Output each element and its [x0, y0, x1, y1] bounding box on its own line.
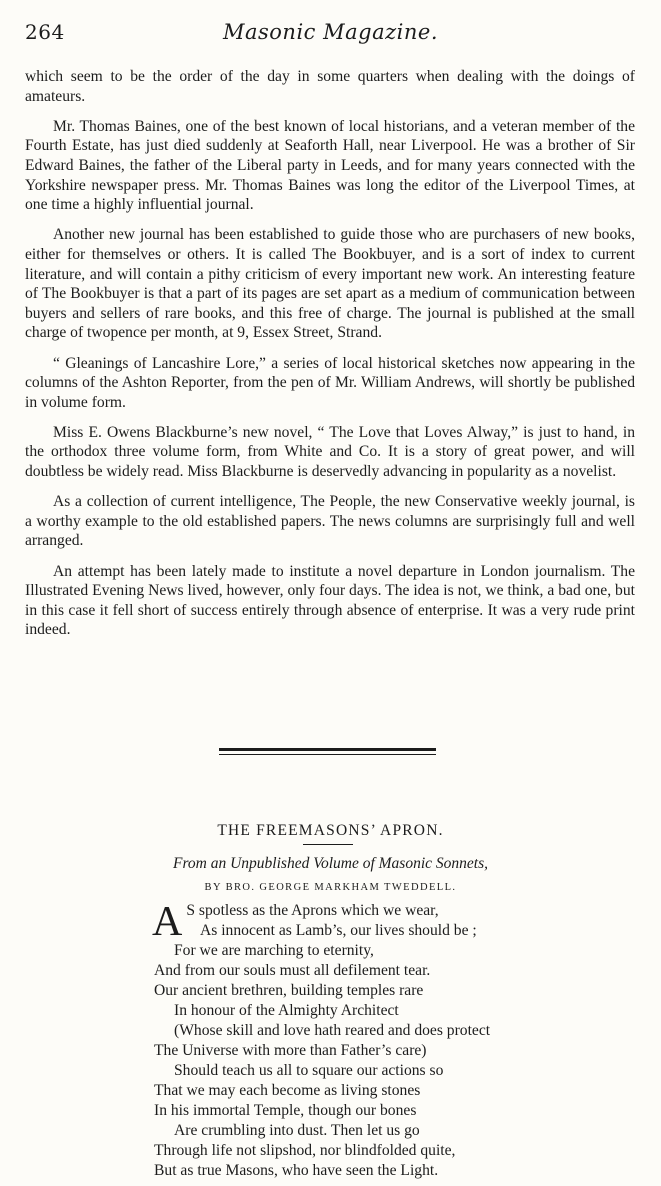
- article-body: [25, 67, 635, 651]
- poem-line: But as true Masons, who have seen the Light.: [154, 1162, 439, 1179]
- poem-line: Are crumbling into dust. Then let us go: [174, 1122, 420, 1139]
- paragraph-lancashire-lore: “ Gleanings of Lancashire Lore,” a series of local historical sketches now appearing in the columns of the Ashton Reporter, from the pen of Mr. William Andrews, will shortly be published in volume form.: [25, 354, 635, 411]
- poem-line: In honour of the Almighty Architect: [174, 1002, 399, 1019]
- paragraph-evening-news: An attempt has been lately made to institute a novel departure in London journalism. The Illustrated Evening News lived, however, only four days. The idea is not, we think, a bad one, but in this case it fell short of success entirely through absence of enterprise. It was a very rude print indeed.: [25, 562, 635, 639]
- title-rule: [303, 844, 353, 845]
- poem-line: As innocent as Lamb’s, our lives should be ;: [200, 922, 477, 939]
- paragraph-bookbuyer: Another new journal has been established to guide those who are purchasers of new books, either for themselves or others. It is called The Bookbuyer, and is a sort of index to current literature, and will contain a pithy criticism of every important new work. An interesting feature of The Bookbuyer is that a part of its pages are set apart as a medium of communication between buyers and sellers of rare books, and this free of charge. The journal is published at the small charge of twopence per month, at 9, Essex Street, Strand.: [25, 226, 635, 342]
- paragraph-baines: Mr. Thomas Baines, one of the best known of local historians, and a veteran member of the Fourth Estate, has just died suddenly at Seaforth Hall, near Liverpool. He was a brother of Sir Edward Baines, the father of the Liberal party in Leeds, and for many years connected with the Yorkshire newspaper press. Mr. Thomas Baines was long the editor of the Liverpool Times, at one time a highly influential journal.: [25, 117, 635, 214]
- poem-body: [154, 901, 624, 1181]
- section-divider-thick: [219, 748, 436, 751]
- poem-line: For we are marching to eternity,: [174, 942, 374, 959]
- poem-line: Through life not slipshod, nor blindfolded quite,: [154, 1142, 456, 1159]
- poem-subtitle: From an Unpublished Volume of Masonic Sonnets,: [173, 855, 488, 872]
- poem-title: THE FREEMASONS’ APRON.: [217, 822, 444, 839]
- poem-byline: BY BRO. GEORGE MARKHAM TWEDDELL.: [204, 882, 457, 893]
- poem-line: That we may each become as living stones: [154, 1082, 421, 1099]
- section-divider-thin: [219, 754, 436, 755]
- poem-line: Our ancient brethren, building temples rare: [154, 982, 424, 999]
- poem-line: In his immortal Temple, though our bones: [154, 1102, 417, 1119]
- poem-line: And from our souls must all defilement tear.: [154, 962, 431, 979]
- magazine-title: Masonic Magazine.: [222, 20, 438, 44]
- page-number: 264: [25, 20, 65, 44]
- paragraph-blackburne: Miss E. Owens Blackburne’s new novel, “ The Love that Loves Alway,” is just to hand, in the orthodox three volume form, from White and Co. It is a story of great power, and will doubtless be widely read. Miss Blackburne is deservedly advancing in popularity as a novelist.: [25, 423, 635, 481]
- poem-line: (Whose skill and love hath reared and does protect: [174, 1022, 491, 1039]
- page-header: [25, 20, 636, 52]
- paragraph-continued: which seem to be the order of the day in some quarters when dealing with the doings of amateurs.: [25, 68, 635, 105]
- drop-cap: A: [152, 899, 183, 945]
- poem-line: Should teach us all to square our actions so: [174, 1062, 444, 1079]
- paragraph-the-people: As a collection of current intelligence, The People, the new Conservative weekly journal, is a worthy example to the old established papers. The news columns are surprisingly full and well arranged.: [25, 493, 635, 550]
- poem-first-line: S spotless as the Aprons which we wear,: [186, 902, 439, 919]
- poem-line: The Universe with more than Father’s care): [154, 1042, 427, 1059]
